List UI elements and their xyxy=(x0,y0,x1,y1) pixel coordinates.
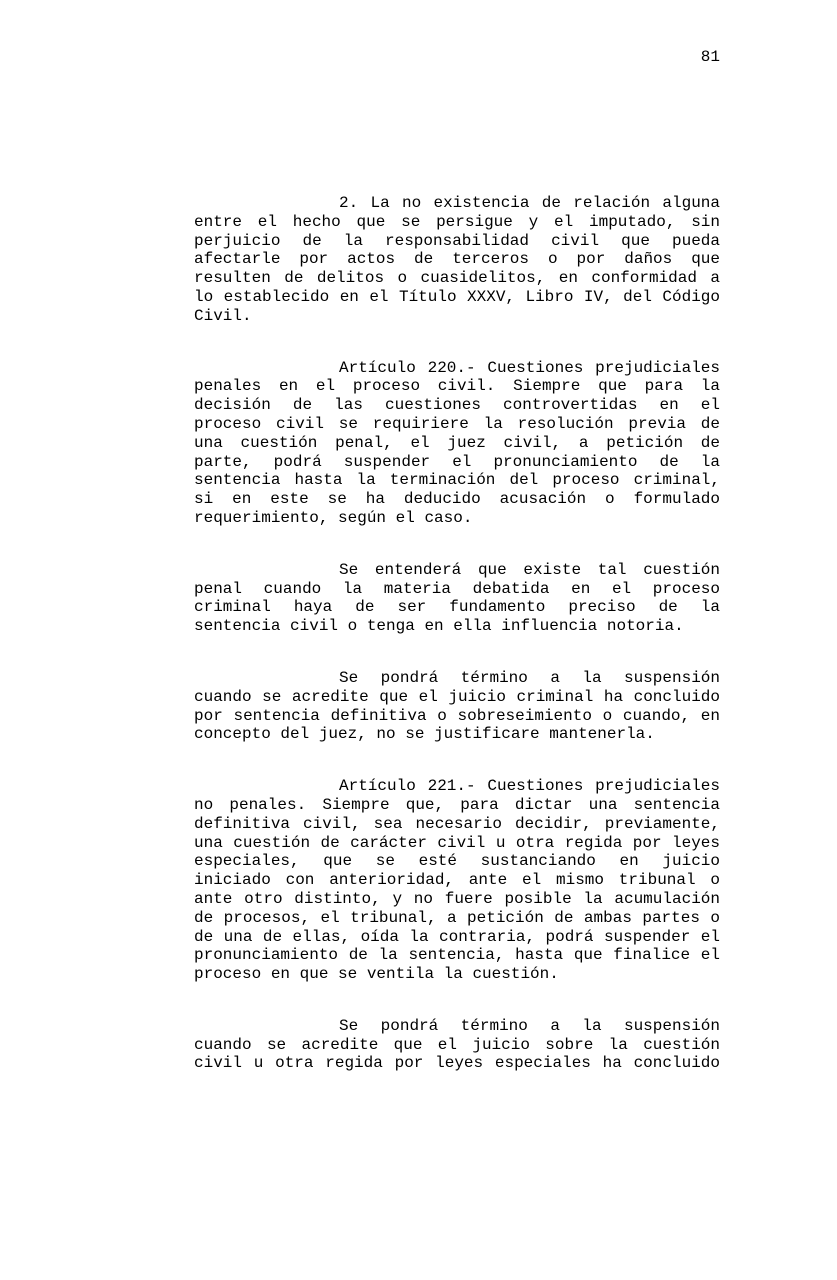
paragraph-1: 2. La no existencia de relación alguna entre el hecho que se persigue y el imputado, sin perjuicio de la responsabilidad civil que pueda afectarle por actos de terceros o por daños que resulten de delitos o cuasidelitos, en conformidad a lo establecido en el Título XXXV, Libro IV, del Código Civil. xyxy=(194,194,720,325)
page-number: 81 xyxy=(700,48,720,66)
paragraph-4: Se pondrá término a la suspensión cuando se acredite que el juicio criminal ha concluido por sentencia definitiva o sobreseimiento o cuando, en concepto del juez, no se justificare mantenerla. xyxy=(194,668,720,744)
document-body xyxy=(194,194,720,1073)
paragraph-article-220: Artículo 220.- Cuestiones prejudiciales penales en el proceso civil. Siempre que para la decisión de las cuestiones controvertidas en el proceso civil se requiriere la resolución previa de una cuestión penal, el juez civil, a petición de parte, podrá suspender el pronunciamiento de la sentencia hasta la terminación del proceso criminal, si en este se ha deducido acusación o formulado requerimiento, según el caso. xyxy=(194,358,720,527)
paragraph-6: Se pondrá término a la suspensión cuando se acredite que el juicio sobre la cuestión civil u otra regida por leyes especiales ha concluido xyxy=(194,1016,720,1073)
paragraph-3: Se entenderá que existe tal cuestión penal cuando la materia debatida en el proceso criminal haya de ser fundamento preciso de la sentencia civil o tenga en ella influencia notoria. xyxy=(194,560,720,636)
paragraph-article-221: Artículo 221.- Cuestiones prejudiciales no penales. Siempre que, para dictar una sentencia definitiva civil, sea necesario decidir, previamente, una cuestión de carácter civil u otra regida por leyes especiales, que se esté sustanciando en juicio iniciado con anterioridad, ante el mismo tribunal o ante otro distinto, y no fuere posible la acumulación de procesos, el tribunal, a petición de ambas partes o de una de ellas, oída la contraria, podrá suspender el pronunciamiento de la sentencia, hasta que finalice el proceso en que se ventila la cuestión. xyxy=(194,777,720,984)
